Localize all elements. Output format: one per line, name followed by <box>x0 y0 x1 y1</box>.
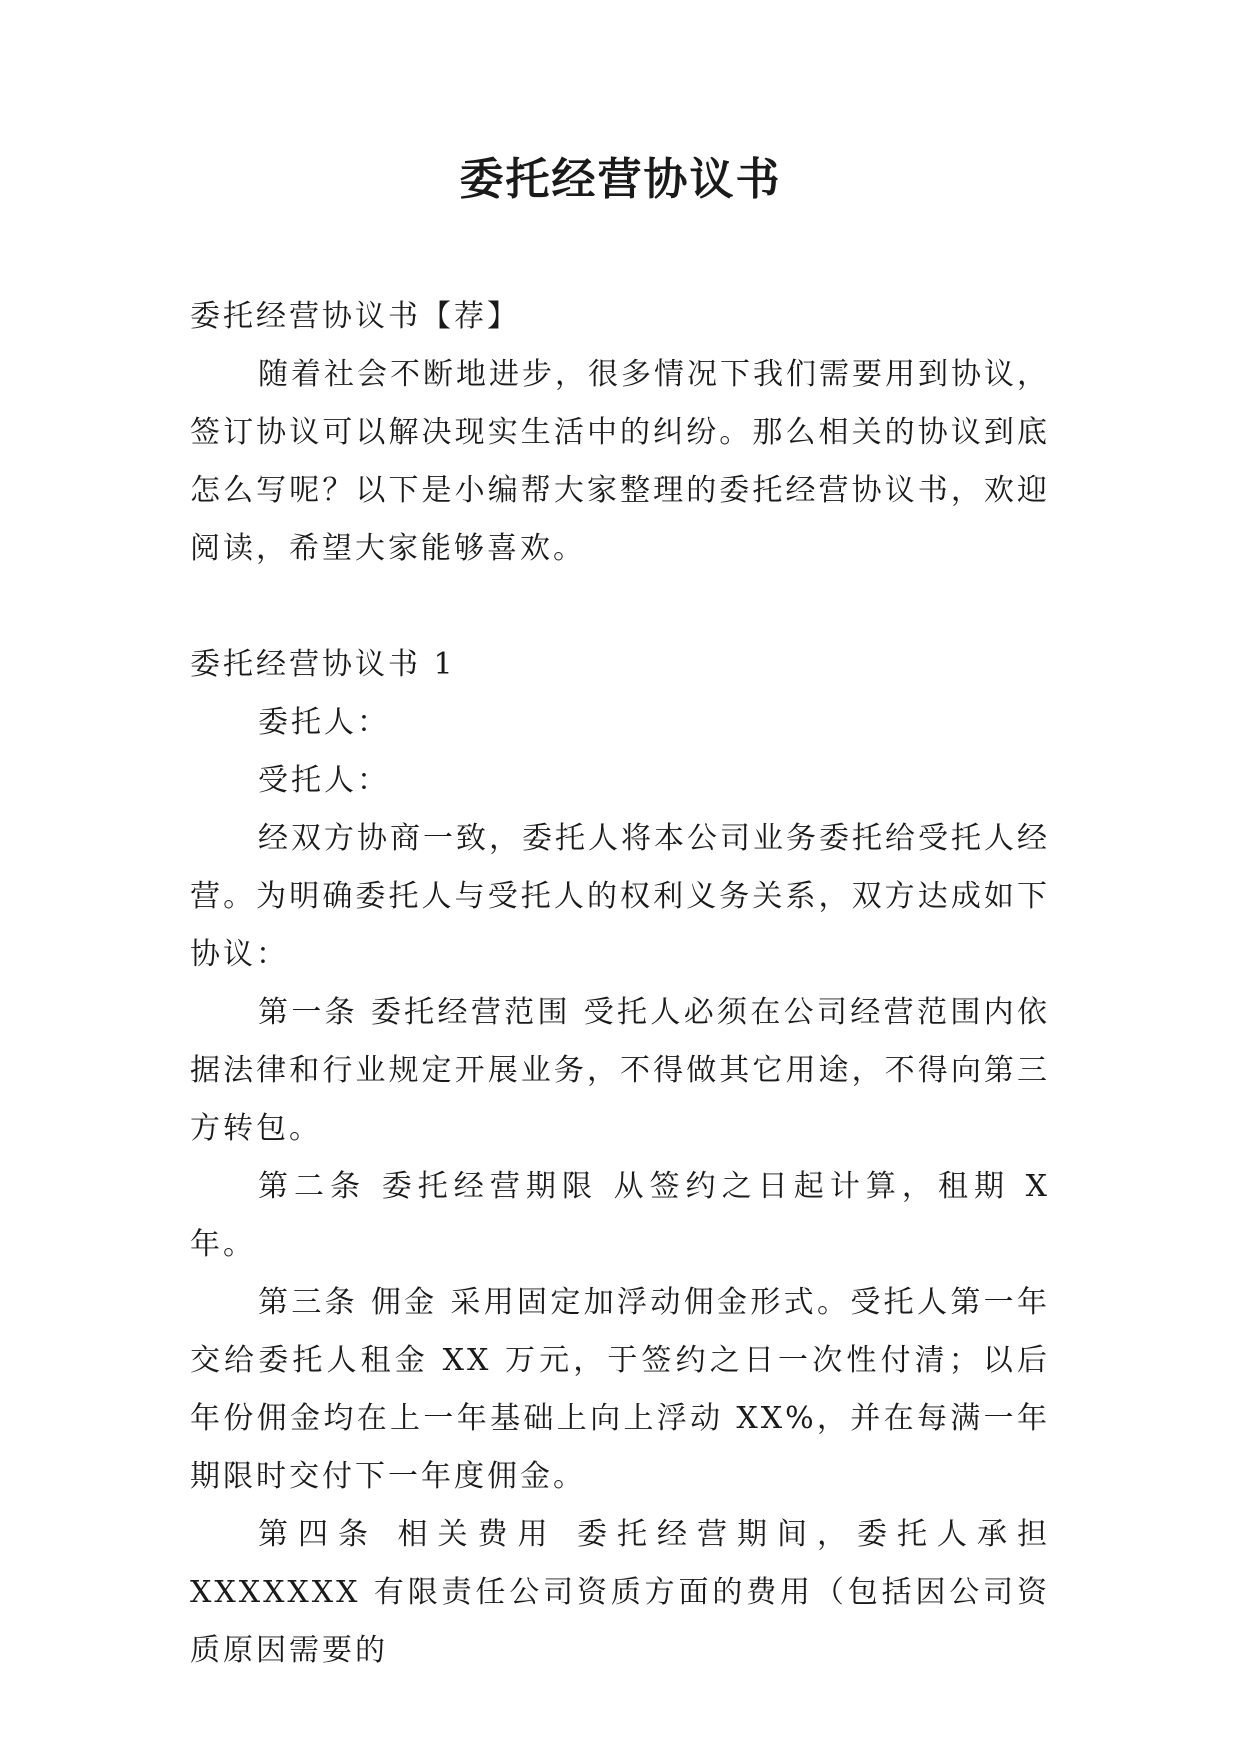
article-1: 第一条 委托经营范围 受托人必须在公司经营范围内依据法律和行业规定开展业务，不得做其它用途，不得向第三方转包。 <box>190 995 1050 1146</box>
agent-label: 受托人： <box>258 763 390 798</box>
section-heading: 委托经营协议书 1 <box>190 647 456 682</box>
article-2: 第二条 委托经营期限 从签约之日起计算，租期 X 年。 <box>190 1169 1050 1262</box>
preamble-paragraph: 经双方协商一致，委托人将本公司业务委托给受托人经营。为明确委托人与受托人的权利义务关系，双方达成如下协议： <box>190 821 1050 972</box>
principal-label: 委托人： <box>258 705 390 740</box>
document-subtitle: 委托经营协议书【荐】 <box>190 299 520 334</box>
article-3: 第三条 佣金 采用固定加浮动佣金形式。受托人第一年交给委托人租金 XX 万元，于签约之日一次性付清；以后年份佣金均在上一年基础上向上浮动 XX%，并在每满一年期限时交付下一年度佣金。 <box>190 1285 1050 1494</box>
document-body <box>190 288 1050 1680</box>
article-4: 第四条 相关费用 委托经营期间，委托人承担 XXXXXXX 有限责任公司资质方面的费用（包括因公司资质原因需要的 <box>190 1517 1050 1668</box>
intro-paragraph: 随着社会不断地进步，很多情况下我们需要用到协议，签订协议可以解决现实生活中的纠纷。那么相关的协议到底怎么写呢？以下是小编帮大家整理的委托经营协议书，欢迎阅读，希望大家能够喜欢。 <box>190 357 1050 566</box>
paragraph-spacer <box>190 578 1050 636</box>
document-title: 委托经营协议书 <box>459 154 782 205</box>
